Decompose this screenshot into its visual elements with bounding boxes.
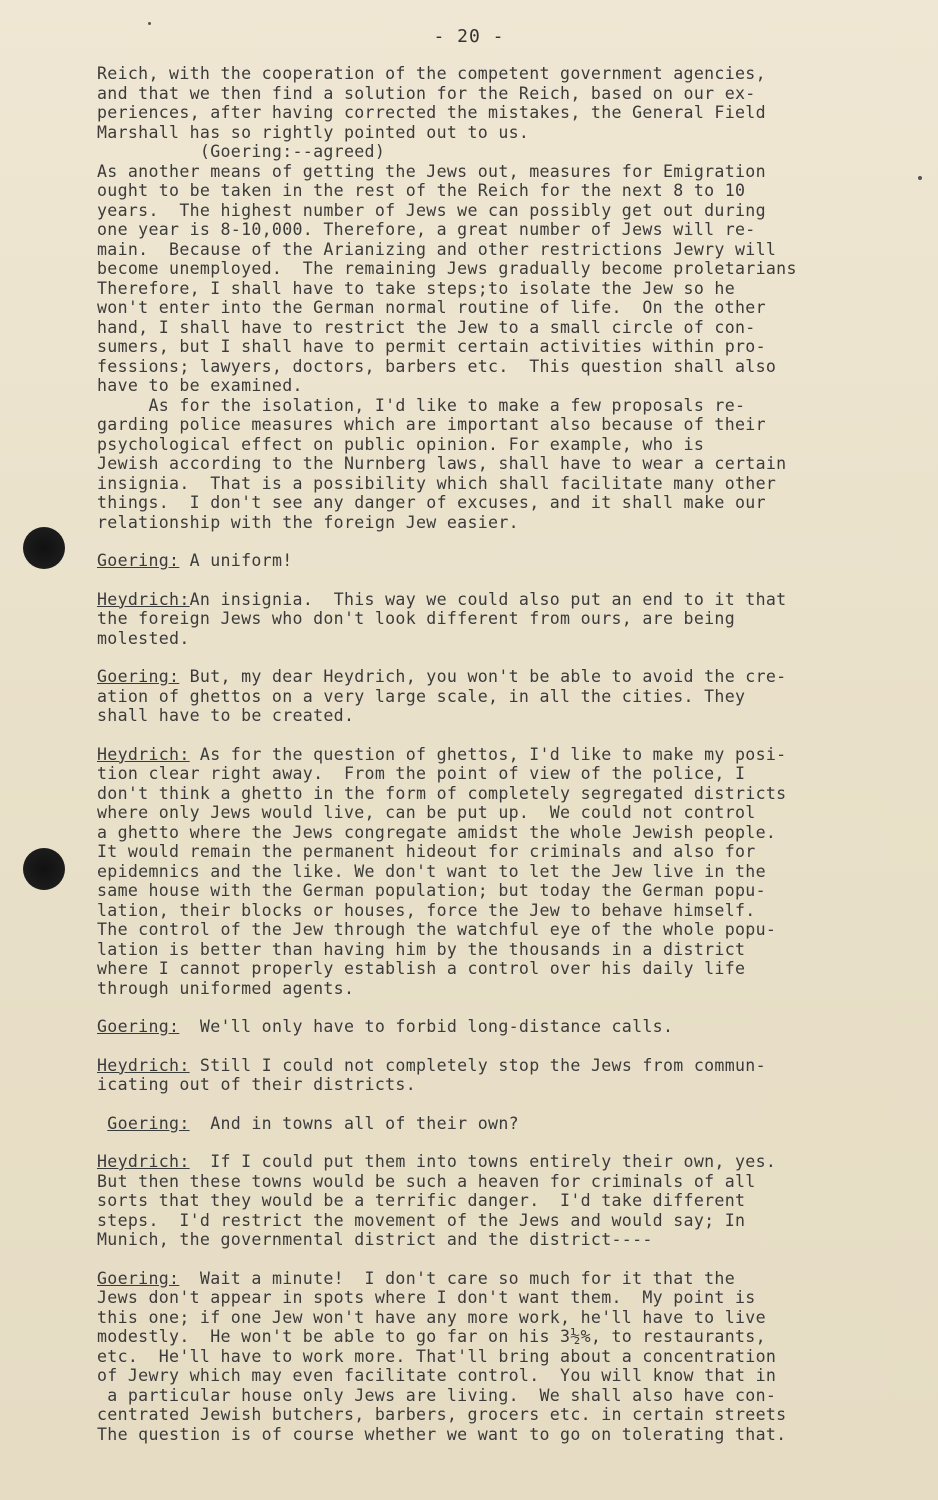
text-line (97, 1056, 897, 1076)
text-line (97, 142, 897, 162)
line-text: become unemployed. The remaining Jews gradually become proletarians (97, 259, 797, 278)
line-text: sumers, but I shall have to permit certain activities within pro- (97, 337, 766, 356)
line-text: But then these towns would be such a heaven for criminals of all (97, 1171, 756, 1191)
text-line (97, 357, 897, 377)
text-line (97, 745, 897, 765)
line-text: lation is better than having him by the thousands in a district (97, 939, 746, 959)
line-text: sorts that they would be a terrific danger. I'd take different (97, 1191, 746, 1210)
paragraph (97, 745, 897, 999)
line-text: epidemnics and the like. We don't want to let the Jew live in the (97, 861, 766, 881)
paragraph (97, 1056, 897, 1095)
text-line (97, 1308, 897, 1328)
line-text: main. Because of the Arianizing and other restrictions Jewry will (97, 239, 777, 259)
paragraph-gap (97, 1095, 897, 1114)
text-line (97, 181, 897, 201)
paragraph (97, 590, 897, 649)
text-line (97, 667, 897, 687)
text-line (97, 590, 897, 610)
text-line (97, 162, 897, 182)
text-line (97, 1152, 897, 1172)
line-text: Therefore, I shall have to take steps;to isolate the Jew so he (97, 278, 735, 298)
paragraph (97, 551, 897, 571)
line-text: The control of the Jew through the watchful eye of the whole popu- (97, 920, 777, 939)
text-line (97, 1288, 897, 1308)
text-line (97, 823, 897, 843)
line-text: psychological effect on public opinion. For example, who is (97, 434, 705, 454)
text-line (97, 1327, 897, 1347)
text-line (97, 803, 897, 823)
line-text: An insignia. This way we could also put an end to it that (189, 589, 787, 609)
line-text: have to be examined. (97, 376, 303, 395)
text-line (97, 454, 897, 474)
punch-hole-lower (23, 848, 65, 890)
line-text: this one; if one Jew won't have any more work, he'll have to live (97, 1307, 766, 1327)
line-text: same house with the German population; but today the German popu- (97, 881, 766, 900)
paragraph-gap (97, 726, 897, 745)
line-text: garding police measures which are important also because of their (97, 415, 766, 434)
line-text: As for the isolation, I'd like to make a few proposals re- (97, 395, 746, 415)
line-text: hand, I shall have to restrict the Jew to a small circle of con- (97, 317, 756, 337)
line-text: insignia. That is a possibility which shall facilitate many other (97, 473, 777, 493)
document-body (97, 64, 897, 1444)
punch-hole-upper (23, 527, 65, 569)
line-text: a particular house only Jews are living. We shall also have con- (97, 1385, 777, 1405)
paragraph (97, 64, 897, 532)
paragraph (97, 1152, 897, 1250)
paragraph (97, 667, 897, 726)
line-text: of Jewry which may even facilitate control. You will know that in (97, 1366, 777, 1385)
line-text: relationship with the foreign Jew easier. (97, 512, 519, 532)
line-text: ation of ghettos on a very large scale, in all the cities. They (97, 686, 746, 706)
paragraph-gap (97, 571, 897, 590)
line-text: ought to be taken in the rest of the Reich for the next 8 to 10 (97, 181, 746, 200)
speck (148, 22, 151, 25)
text-line (97, 1386, 897, 1406)
text-line (97, 764, 897, 784)
line-text: A uniform! (179, 551, 293, 570)
text-line (97, 959, 897, 979)
speaker-name: Heydrich: (97, 744, 190, 764)
speaker-name: Goering: (107, 1113, 190, 1133)
text-line (97, 784, 897, 804)
text-line (97, 493, 897, 513)
line-text: Still I could not completely stop the Jews from commun- (189, 1055, 766, 1075)
line-text: Jews don't appear in spots where I don't want them. My point is (97, 1288, 756, 1307)
line-text: one year is 8-10,000. Therefore, a great number of Jews will re- (97, 220, 756, 239)
text-line (97, 376, 897, 396)
line-text: where only Jews would live, can be put up. We could not control (97, 803, 756, 822)
line-text: As for the question of ghettos, I'd like to make my posi- (189, 744, 787, 764)
line-text: icating out of their districts. (97, 1075, 416, 1094)
text-line (97, 123, 897, 143)
text-line (97, 1230, 897, 1250)
line-text: Reich, with the cooperation of the competent government agencies, (97, 64, 766, 83)
line-text: Jewish according to the Nurnberg laws, shall have to wear a certain (97, 454, 787, 473)
text-line (97, 940, 897, 960)
text-line (97, 279, 897, 299)
line-text: Munich, the governmental district and the district---- (97, 1230, 653, 1249)
line-text: steps. I'd restrict the movement of the Jews and would say; In (97, 1210, 746, 1230)
paragraph-gap (97, 998, 897, 1017)
line-text: Wait a minute! I don't care so much for it that the (179, 1268, 736, 1288)
text-line (97, 259, 897, 279)
speaker-name: Goering: (97, 551, 180, 570)
paragraph (97, 1269, 897, 1445)
line-text: etc. He'll have to work more. That'll bring about a concentration (97, 1346, 777, 1366)
text-line (97, 298, 897, 318)
text-line (97, 64, 897, 84)
text-line (97, 1211, 897, 1231)
text-line (97, 337, 897, 357)
text-line (97, 474, 897, 494)
text-line (97, 920, 897, 940)
paragraph-gap (97, 1250, 897, 1269)
text-line (97, 687, 897, 707)
text-line (97, 1075, 897, 1095)
line-text: tion clear right away. From the point of view of the police, I (97, 764, 746, 783)
text-line (97, 1114, 897, 1134)
paragraph-gap (97, 1133, 897, 1152)
text-line (97, 609, 897, 629)
text-line (97, 979, 897, 999)
speaker-name: Goering: (97, 1017, 180, 1036)
text-line (97, 84, 897, 104)
text-line (97, 1172, 897, 1192)
text-line (97, 1425, 897, 1445)
line-text: shall have to be created. (97, 706, 355, 725)
text-line (97, 1347, 897, 1367)
line-text: fessions; lawyers, doctors, barbers etc. This question shall also (97, 356, 777, 376)
text-line (97, 901, 897, 921)
line-text: (Goering:--agreed) (97, 142, 386, 161)
text-line (97, 881, 897, 901)
paragraph-gap (97, 1037, 897, 1056)
line-text: years. The highest number of Jews we can possibly get out during (97, 200, 766, 220)
line-text: As another means of getting the Jews out, measures for Emigration (97, 161, 766, 181)
line-text: a ghetto where the Jews congregate amidst the whole Jewish people. (97, 822, 777, 842)
speaker-name: Heydrich: (97, 589, 190, 609)
line-text: the foreign Jews who don't look different from ours, are being (97, 609, 735, 628)
page-number: - 20 - (433, 26, 505, 47)
text-line (97, 103, 897, 123)
text-line (97, 318, 897, 338)
text-line (97, 201, 897, 221)
text-line (97, 1191, 897, 1211)
text-line (97, 435, 897, 455)
paragraph-gap (97, 648, 897, 667)
text-line (97, 629, 897, 649)
text-line (97, 513, 897, 533)
speaker-name: Goering: (97, 667, 180, 686)
text-line (97, 551, 897, 571)
line-text: things. I don't see any danger of excuses, and it shall make our (97, 493, 766, 512)
text-line (97, 220, 897, 240)
speck (918, 176, 922, 180)
text-line (97, 706, 897, 726)
line-text: It would remain the permanent hideout for criminals and also for (97, 842, 756, 861)
text-line (97, 862, 897, 882)
paragraph (97, 1017, 897, 1037)
line-text: molested. (97, 628, 190, 648)
text-line (97, 1017, 897, 1037)
text-line (97, 415, 897, 435)
speaker-name: Heydrich: (97, 1055, 190, 1075)
speaker-name: Heydrich: (97, 1152, 190, 1171)
line-text: And in towns all of their own? (189, 1113, 519, 1133)
line-text: periences, after having corrected the mistakes, the General Field (97, 103, 766, 122)
line-text: through uniformed agents. (97, 978, 355, 998)
text-line (97, 842, 897, 862)
text-line (97, 1269, 897, 1289)
line-text: lation, their blocks or houses, force the Jew to behave himself. (97, 900, 756, 920)
line-text: Marshall has so rightly pointed out to us. (97, 122, 530, 142)
line-text: But, my dear Heydrich, you won't be able to avoid the cre- (179, 667, 787, 686)
text-line (97, 240, 897, 260)
paragraph (97, 1114, 897, 1134)
line-text: won't enter into the German normal routine of life. On the other (97, 298, 766, 317)
line-text: We'll only have to forbid long-distance calls. (179, 1017, 674, 1036)
text-line (97, 1405, 897, 1425)
line-text: centrated Jewish butchers, barbers, grocers etc. in certain streets (97, 1405, 787, 1424)
line-text: The question is of course whether we want to go on tolerating that. (97, 1424, 787, 1444)
speaker-name: Goering: (97, 1268, 180, 1288)
line-text: modestly. He won't be able to go far on his 3½%, to restaurants, (97, 1327, 766, 1346)
line-text: and that we then find a solution for the Reich, based on our ex- (97, 83, 756, 103)
line-text: don't think a ghetto in the form of completely segregated districts (97, 783, 787, 803)
text-line (97, 396, 897, 416)
line-text: where I cannot properly establish a control over his daily life (97, 959, 746, 978)
text-line (97, 1366, 897, 1386)
paragraph-gap (97, 532, 897, 551)
line-text: If I could put them into towns entirely their own, yes. (189, 1152, 777, 1171)
